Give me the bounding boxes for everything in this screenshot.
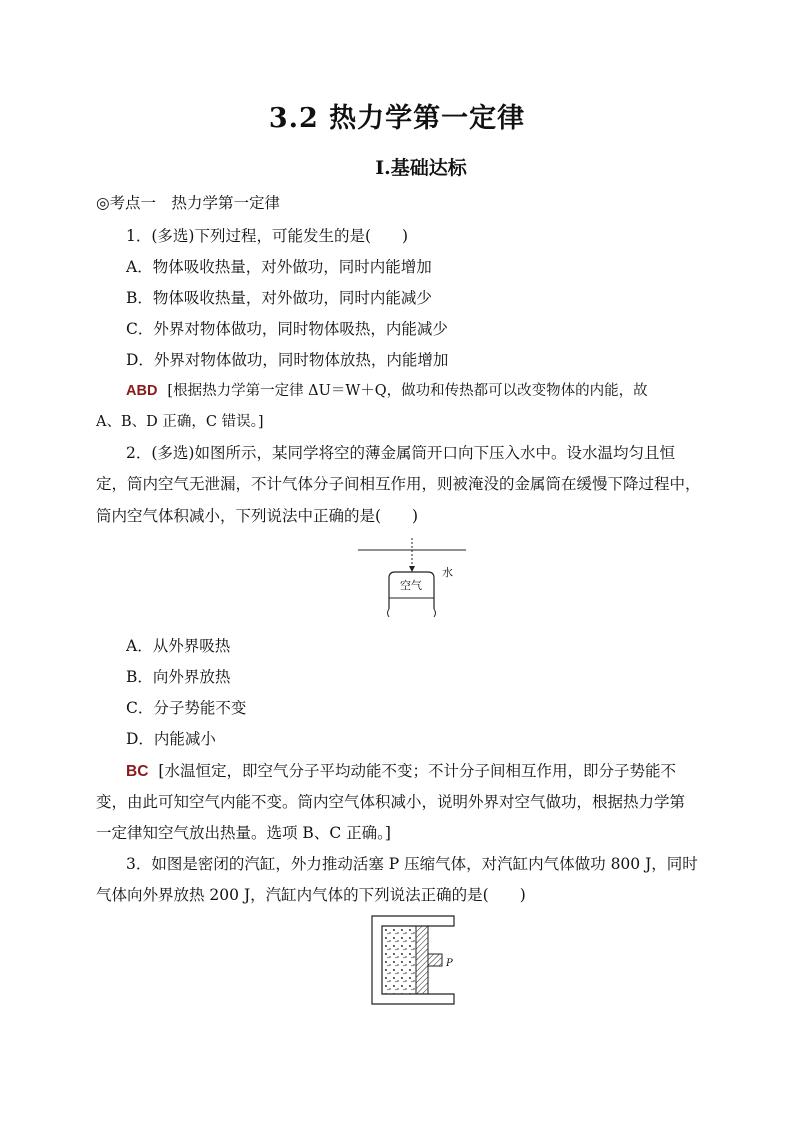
sealed-cylinder-figure bbox=[368, 912, 468, 1008]
q2-answer-line bbox=[126, 761, 728, 782]
topic-heading: ◎考点一 热力学第一定律 bbox=[96, 194, 281, 212]
page-title: 3.2 热力学第一定律 bbox=[268, 103, 526, 134]
q2-explanation: [水温恒定，即空气分子平均动能不变；不计分子间相互作用，即分子势能不 bbox=[158, 762, 676, 780]
q3-stem-line-2: 气体向外界放热 200 J，汽缸内气体的下列说法正确的是( ) bbox=[96, 886, 526, 904]
q1-option-a: A．物体吸收热量，对外做功，同时内能增加 bbox=[126, 258, 432, 276]
q2-option-a: A．从外界吸热 bbox=[126, 637, 231, 655]
q1-stem: 1．(多选)下列过程，可能发生的是( ) bbox=[126, 227, 409, 245]
q2-stem-line-2: 定，筒内空气无泄漏，不计气体分子间相互作用，则被淹没的金属筒在缓慢下降过程中， bbox=[96, 475, 701, 493]
q2-stem-line-1: 2．(多选)如图所示，某同学将空的薄金属筒开口向下压入水中。设水温均匀且恒 bbox=[126, 444, 675, 462]
q2-option-c: C．分子势能不变 bbox=[126, 699, 247, 717]
q1-explanation: [根据热力学第一定律 ΔU＝W＋Q，做功和传热都可以改变物体的内能，故 bbox=[167, 383, 648, 399]
q2-option-d: D．内能减小 bbox=[126, 730, 216, 748]
q1-option-b: B．物体吸收热量，对外做功，同时内能减少 bbox=[126, 289, 432, 307]
metal-cylinder-figure bbox=[356, 536, 468, 624]
q2-option-b: B．向外界放热 bbox=[126, 668, 231, 686]
q2-explanation-cont-2: 一定律知空气放出热量。选项 B、C 正确。] bbox=[96, 824, 391, 842]
q3-stem-line-1: 3．如图是密闭的汽缸，外力推动活塞 P 压缩气体，对汽缸内气体做功 800 J，同时 bbox=[126, 855, 698, 873]
q1-answer-line bbox=[126, 381, 728, 401]
water-label: 水 bbox=[442, 566, 453, 579]
q1-explanation-cont: A、B、D 正确，C 错误。] bbox=[96, 414, 264, 430]
q1-answer: ABD bbox=[126, 383, 158, 399]
q2-stem-line-3: 筒内空气体积减小，下列说法中正确的是( ) bbox=[96, 507, 419, 525]
section-heading: Ⅰ.基础达标 bbox=[375, 157, 467, 179]
air-label: 空气 bbox=[400, 579, 422, 592]
piston-label: P bbox=[446, 958, 453, 969]
q2-answer: BC bbox=[126, 763, 149, 780]
q1-option-c: C．外界对物体做功，同时物体吸热，内能减少 bbox=[126, 320, 448, 338]
q1-option-d: D．外界对物体做功，同时物体放热，内能增加 bbox=[126, 351, 449, 369]
q2-explanation-cont-1: 变，由此可知空气内能不变。筒内空气体积减小，说明外界对空气做功，根据热力学第 bbox=[96, 793, 686, 811]
